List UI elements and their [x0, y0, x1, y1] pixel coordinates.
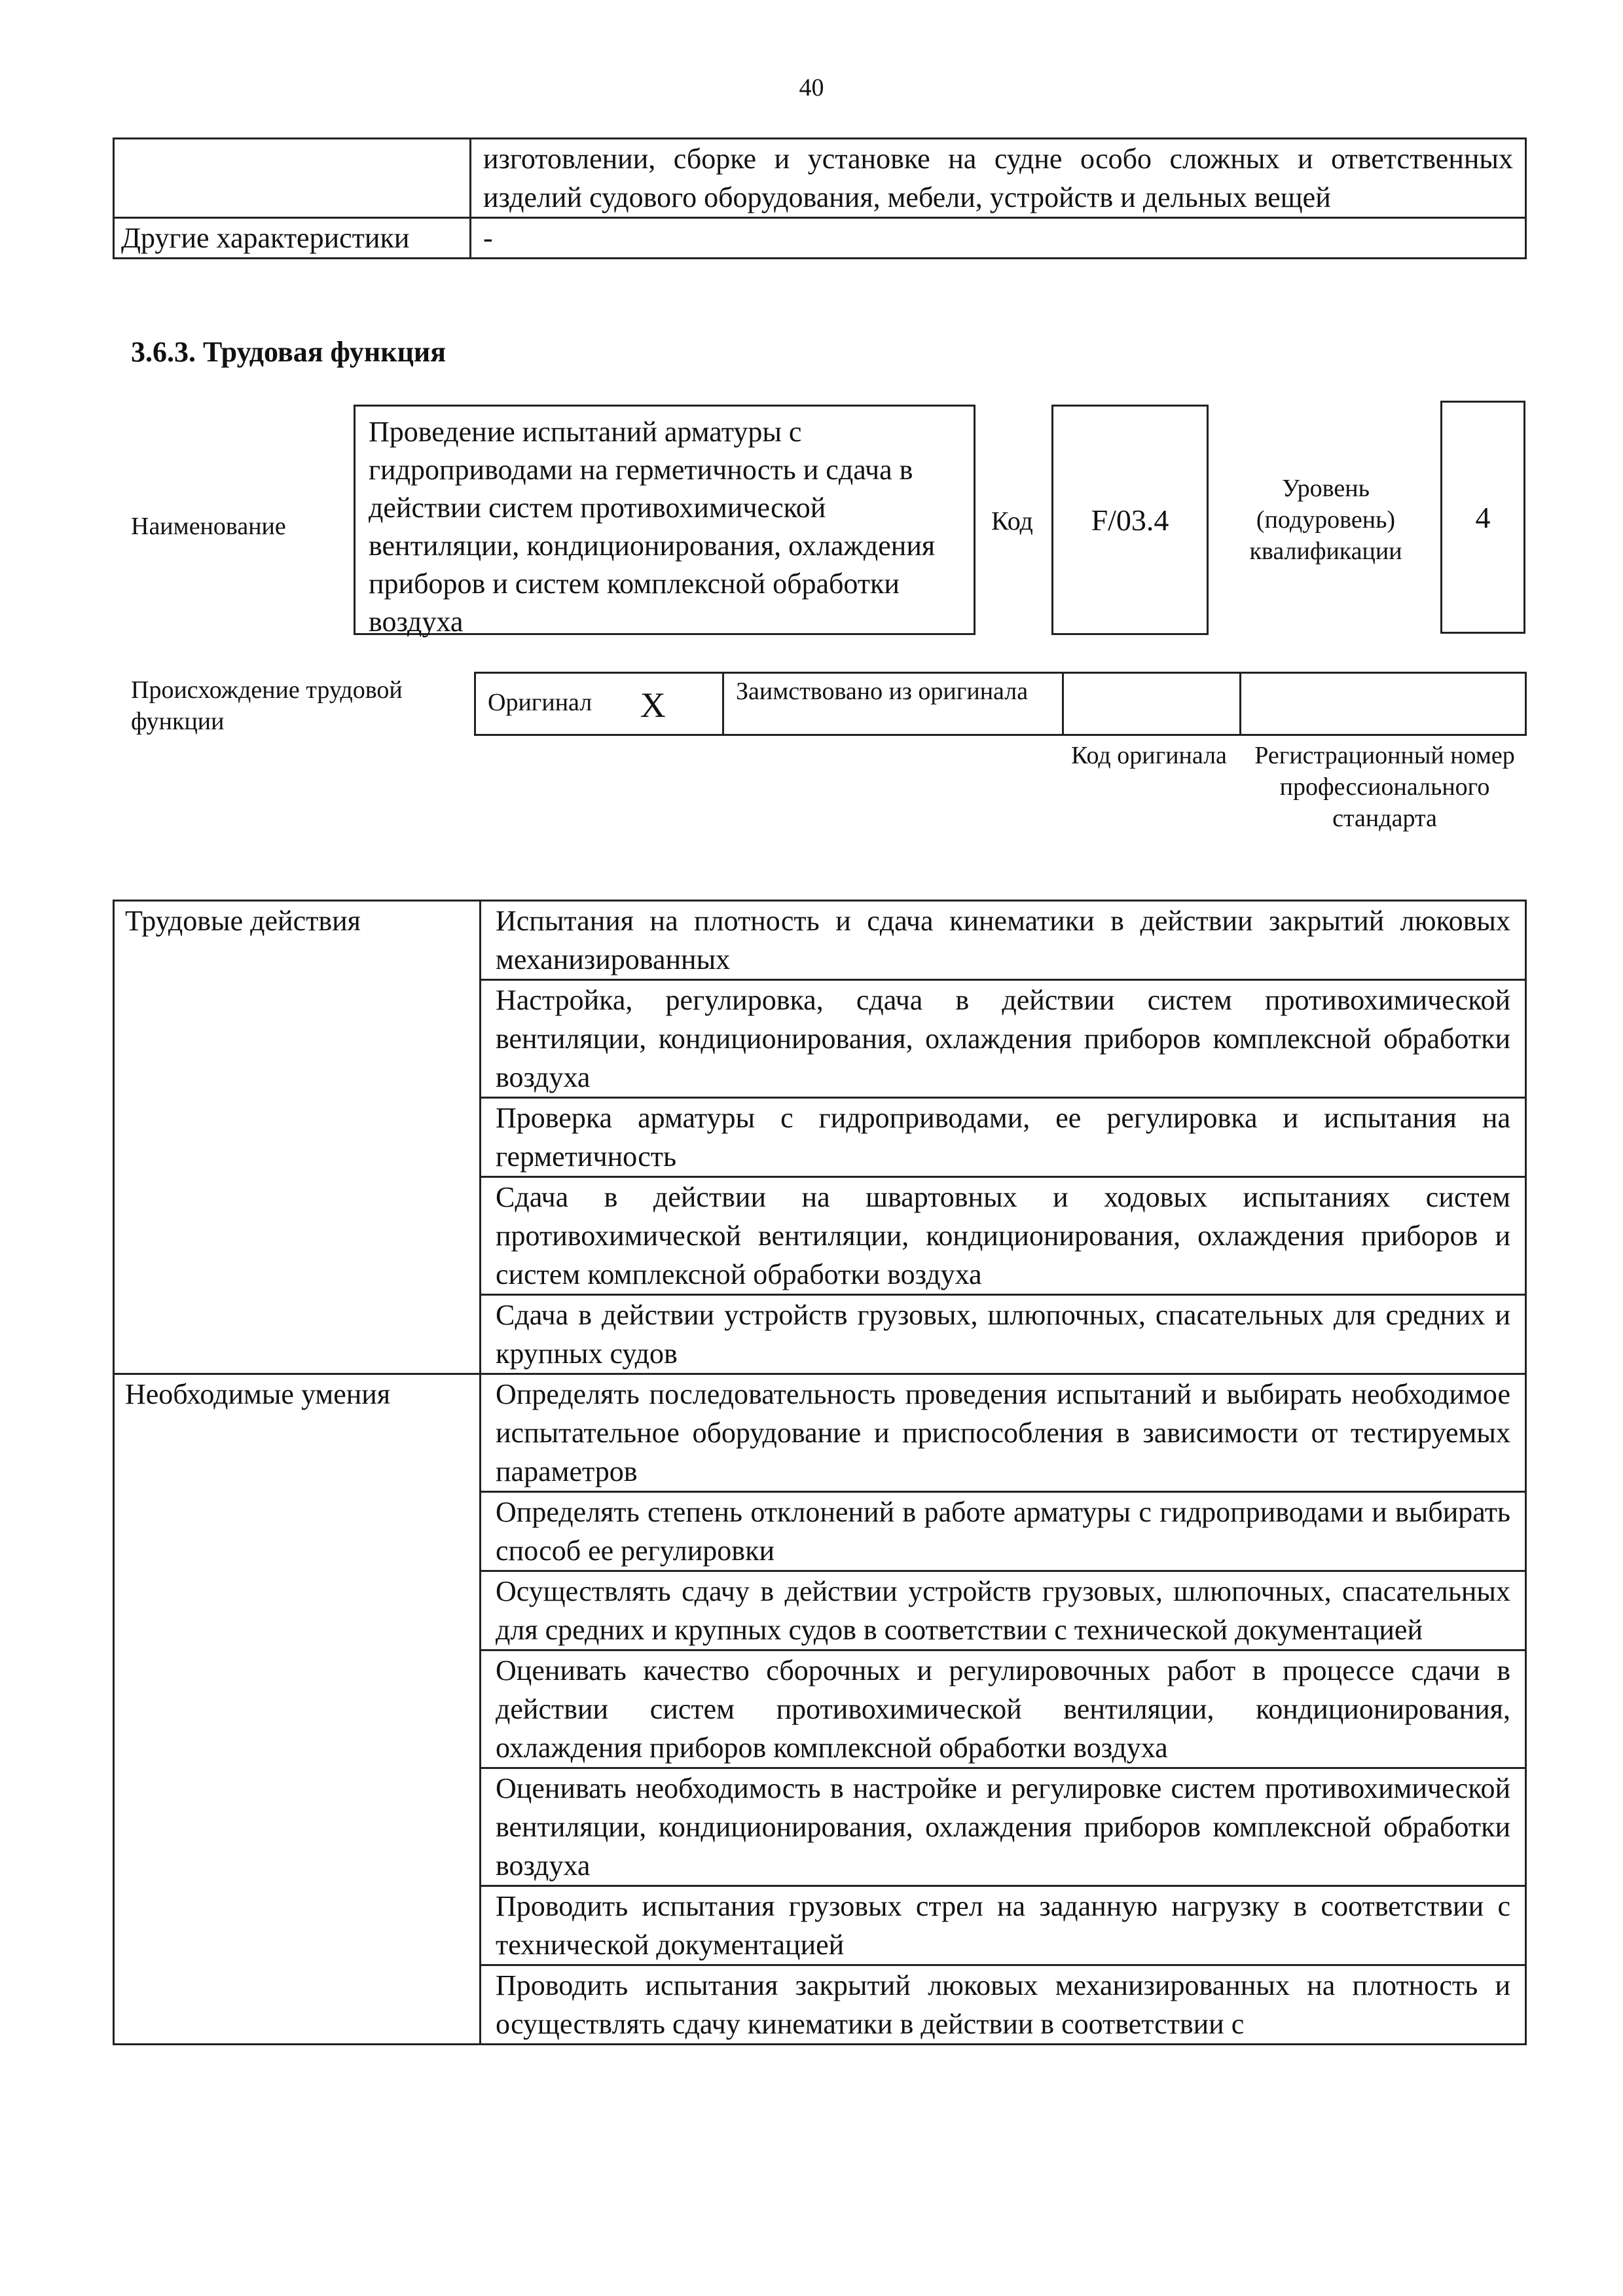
skill-item: Проводить испытания грузовых стрел на заданную нагрузку в соответствии с технической документацией [481, 1886, 1526, 1965]
origin-label: Происхождение трудовой функции [131, 676, 403, 735]
other-characteristics-value: - [471, 218, 1526, 259]
code-value: F/03.4 [1051, 405, 1209, 635]
registration-caption: Регистрационный номер профессионального стандарта [1254, 742, 1515, 832]
table-row [114, 218, 1526, 259]
labor-function-table [113, 900, 1527, 2045]
table-row [114, 901, 1526, 980]
continuation-text: изготовлении, сборке и установке на судне особо сложных и ответственных изделий судового оборудования, мебели, устройств и дельных вещей [471, 139, 1526, 218]
skill-item: Проводить испытания закрытий люковых механизированных на плотность и осуществлять сдачу кинематики в действии в соответствии с [481, 1965, 1526, 2045]
original-code-cell [1063, 673, 1241, 735]
registration-number-cell [1241, 673, 1526, 735]
code-label: Код [991, 506, 1033, 536]
table-row [114, 139, 1526, 218]
other-characteristics-label: Другие характеристики [114, 218, 471, 259]
labor-action-item: Настройка, регулировка, сдача в действии систем противохимической вентиляции, кондиционирования, охлаждения приборов комплексной обработки воздуха [481, 980, 1526, 1098]
skill-item: Определять последовательность проведения испытаний и выбирать необходимое испытательное оборудование и приспособления в зависимости от тестируемых параметров [481, 1374, 1526, 1492]
name-label: Наименование [131, 513, 286, 540]
page-number: 40 [799, 74, 824, 101]
labor-actions-label: Трудовые действия [114, 901, 481, 1374]
qualification-level-label: Уровень (подуровень) квалификации [1249, 475, 1402, 565]
skill-item: Оценивать качество сборочных и регулировочных работ в процессе сдачи в действии систем противохимической вентиляции, кондиционирования, охлаждения приборов комплексной обработки воздуха [481, 1650, 1526, 1768]
labor-action-item: Сдача в действии на швартовных и ходовых испытаниях систем противохимической вентиляции, кондиционирования, охлаждения приборов и систем комплексной обработки воздуха [481, 1177, 1526, 1295]
original-cell [475, 673, 723, 735]
code-caption: Код оригинала [1071, 742, 1227, 769]
skill-item: Осуществлять сдачу в действии устройств грузовых, шлюпочных, спасательных для средних и крупных судов в соответствии с технической документацией [481, 1571, 1526, 1650]
section-title: 3.6.3. Трудовая функция [131, 336, 447, 368]
function-name: Проведение испытаний арматуры с гидроприводами на герметичность и сдача в действии систем противохимической вентиляции, кондиционирования, охлаждения приборов и систем комплексной обработки воздуха [354, 405, 976, 635]
original-label: Оригинал [488, 689, 593, 717]
skill-item: Определять степень отклонений в работе арматуры с гидроприводами и выбирать способ ее регулировки [481, 1492, 1526, 1571]
borrowed-label: Заимствовано из оригинала [723, 673, 1063, 735]
labor-action-item: Проверка арматуры с гидроприводами, ее регулировка и испытания на герметичность [481, 1098, 1526, 1177]
empty-label-cell [114, 139, 471, 218]
labor-action-item: Испытания на плотность и сдача кинематики в действии закрытий люковых механизированных [481, 901, 1526, 980]
original-mark: X [640, 685, 666, 725]
qualification-level-value: 4 [1440, 401, 1525, 634]
labor-action-item: Сдача в действии устройств грузовых, шлюпочных, спасательных для средних и крупных судов [481, 1295, 1526, 1374]
origin-table [474, 672, 1527, 736]
table-row [114, 1374, 1526, 1492]
table-row [475, 673, 1526, 735]
required-skills-label: Необходимые умения [114, 1374, 481, 2045]
characteristics-table [113, 137, 1527, 259]
skill-item: Оценивать необходимость в настройке и регулировке систем противохимической вентиляции, кондиционирования, охлаждения приборов комплексной обработки воздуха [481, 1768, 1526, 1886]
